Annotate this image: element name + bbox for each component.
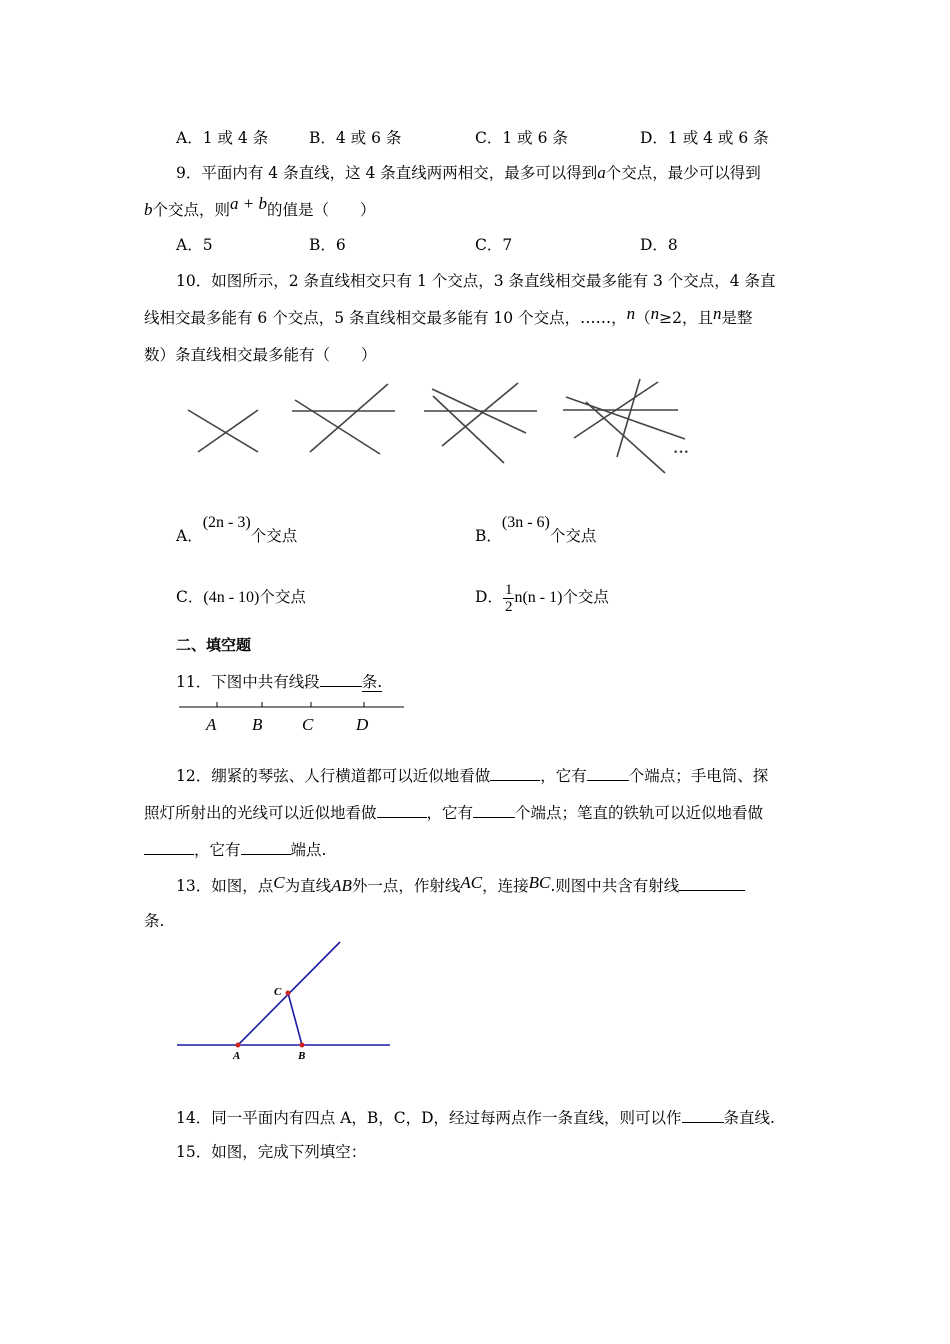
q10-option-c <box>176 587 306 608</box>
q12-line-3 <box>144 838 326 860</box>
q11-label-b: B <box>252 715 263 734</box>
q9-line-2 <box>144 194 376 220</box>
q13-text-mid2: 外一点，作射线 <box>351 877 461 895</box>
fig4-line-5 <box>586 402 665 473</box>
q12-text-1a: 12．绷紧的琴弦、人行横道都可以近似地看做 <box>176 767 491 785</box>
q8-option-a: A．1 或 4 条 <box>176 129 269 147</box>
q10-option-a <box>176 514 298 547</box>
q9-line-1 <box>176 163 761 183</box>
q12-text-2a: 照灯所射出的光线可以近似地看做 <box>144 804 377 822</box>
q12-blank-2[interactable] <box>587 764 629 781</box>
q10-var-n-2: n <box>650 304 660 323</box>
q9-option-c: C．7 <box>475 236 513 254</box>
q9-option-b: B．6 <box>309 236 346 254</box>
q10-option-c-suffix: 个交点 <box>259 588 306 606</box>
q8-option-b: B．4 或 6 条 <box>309 129 402 147</box>
q12-line-2 <box>144 801 763 823</box>
q8-option-d: D．1 或 4 或 6 条 <box>640 129 769 147</box>
q10-text-paren: （ <box>635 309 651 327</box>
q9-text-2: 个交点，最少可以得到 <box>605 164 761 182</box>
q12-text-1c: 个端点；手电筒、探 <box>628 767 769 785</box>
q13-point-b <box>300 1043 305 1048</box>
q11-line <box>176 670 382 692</box>
q10-option-b-suffix: 个交点 <box>549 527 597 545</box>
q12-blank-5[interactable] <box>144 838 194 855</box>
q12-blank-4[interactable] <box>473 801 515 818</box>
q10-option-c-expr: (4n - 10) <box>203 589 260 606</box>
q10-option-c-label: C． <box>176 588 204 606</box>
section-title: 二、填空题 <box>176 636 252 654</box>
q10-option-a-label: A． <box>176 527 203 545</box>
q12-line-1 <box>176 764 768 786</box>
q12-text-1b: ，它有 <box>540 767 587 785</box>
q12-blank-3[interactable] <box>377 801 427 818</box>
q13-ray-figure <box>172 935 412 1065</box>
q11-text-pre: 11．下图中共有线段 <box>176 673 320 691</box>
fig-ellipsis: ··· <box>673 444 690 461</box>
q13-label-a: A <box>233 1050 241 1062</box>
q14-text-pre: 14．同一平面内有四点 A，B，C，D，经过每两点作一条直线，则可以作 <box>176 1109 682 1127</box>
q13-var-c: C <box>273 873 285 892</box>
q8-option-c: C．1 或 6 条 <box>475 129 568 147</box>
q10-option-d-label: D． <box>475 588 503 606</box>
q13-point-c <box>286 991 291 996</box>
q10-option-d-den: 2 <box>504 598 513 615</box>
q13-label-b: B <box>298 1050 306 1062</box>
q10-option-d <box>475 580 609 615</box>
q12-text-2c: 个端点；笔直的铁轨可以近似地看做 <box>515 804 764 822</box>
q13-label-c: C <box>274 986 282 998</box>
q13-line-1 <box>176 874 745 896</box>
q10-var-n-1: n <box>626 304 636 323</box>
q13-var-ab: AB <box>331 876 352 895</box>
q13-segment-bc <box>288 993 302 1045</box>
q9-var-b: b <box>144 200 153 219</box>
q13-blank[interactable] <box>679 874 745 891</box>
q10-option-d-expr: n(n - 1) <box>514 589 563 606</box>
q13-line-2: 条. <box>144 912 165 930</box>
q11-text-post: 条. <box>361 673 383 691</box>
q14-text-post: 条直线. <box>723 1109 775 1127</box>
q12-blank-1[interactable] <box>490 764 540 781</box>
fig2-line-3 <box>310 384 388 452</box>
q10-option-d-fraction <box>503 582 515 615</box>
q13-text-mid1: 为直线 <box>284 877 332 895</box>
q13-point-a <box>236 1043 241 1048</box>
q13-var-ac: AC <box>460 873 483 892</box>
q11-label-a: A <box>206 715 217 734</box>
q13-text-post: .则图中共含有射线 <box>550 877 680 895</box>
q10-option-a-expr: (2n - 3) <box>202 514 251 531</box>
q10-var-n-3: n <box>712 304 722 323</box>
q9-expr: a + b <box>230 194 267 213</box>
q9-option-a: A．5 <box>176 236 213 254</box>
q13-text-pre: 13．如图，点 <box>176 877 274 895</box>
q11-segment-figure <box>175 698 415 738</box>
q10-option-d-suffix: 个交点 <box>562 588 609 606</box>
fig1-line-1 <box>188 410 258 452</box>
q10-line-3: 数）条直线相交最多能有（ ） <box>144 346 377 364</box>
q10-text-cond: ≥2，且 <box>659 309 713 327</box>
q12-text-2b: ，它有 <box>426 804 474 822</box>
q10-text-end: 是整 <box>721 309 753 327</box>
q9-text-4: 的值是（ ） <box>267 201 376 219</box>
q10-option-b-label: B． <box>475 527 502 545</box>
q11-blank[interactable] <box>320 670 362 687</box>
q10-text-2: 线相交最多能有 6 个交点，5 条直线相交最多能有 10 个交点，……， <box>144 309 627 327</box>
q12-text-3a: ，它有 <box>194 841 241 859</box>
q14-blank[interactable] <box>682 1106 724 1123</box>
q15-line: 15．如图，完成下列填空： <box>176 1143 367 1161</box>
q10-line-1: 10．如图所示，2 条直线相交只有 1 个交点，3 条直线相交最多能有 3 个交点，4 条直 <box>176 272 776 290</box>
q12-text-3b: 端点. <box>290 841 327 859</box>
q10-option-d-num: 1 <box>504 581 513 598</box>
fig4-line-3 <box>617 379 640 457</box>
q9-text-3: 个交点，则 <box>152 201 231 219</box>
q9-option-d: D．8 <box>640 236 678 254</box>
q10-option-b <box>475 514 597 547</box>
q10-option-a-suffix: 个交点 <box>250 527 298 545</box>
q11-label-c: C <box>302 715 314 734</box>
q10-line-2 <box>144 304 753 328</box>
q11-label-d: D <box>356 715 369 734</box>
q12-blank-6[interactable] <box>241 838 291 855</box>
q10-option-b-expr: (3n - 6) <box>501 514 550 531</box>
q9-var-a: a <box>597 163 606 182</box>
q9-text-1: 9．平面内有 4 条直线，这 4 条直线两两相交，最多可以得到 <box>176 164 598 182</box>
q13-text-mid3: ，连接 <box>482 877 529 895</box>
q10-lines-figure <box>170 375 730 485</box>
q14-line <box>176 1106 775 1128</box>
q13-var-bc: BC <box>528 873 551 892</box>
